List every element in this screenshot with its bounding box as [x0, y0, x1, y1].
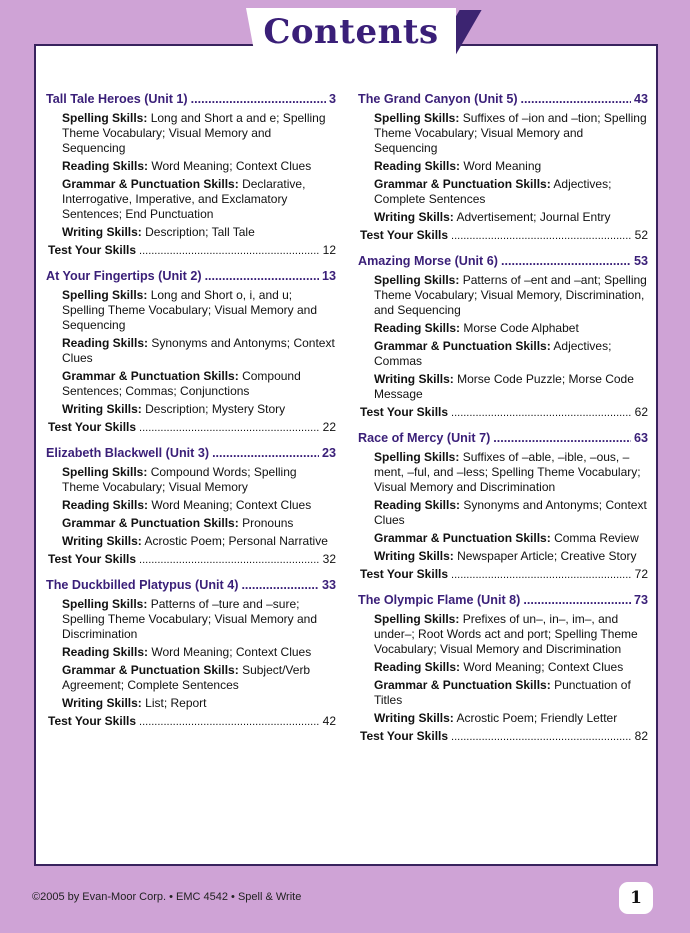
skill-label: Writing Skills: [62, 225, 142, 239]
skill-text: Compound Sentences; Commas; Conjunctions [62, 369, 301, 398]
skill-text: Word Meaning; Context Clues [151, 645, 312, 659]
spelling-skills [62, 597, 336, 642]
skill-text: Description; Tall Tale [145, 225, 255, 239]
skill-label: Grammar & Punctuation Skills: [62, 369, 239, 383]
test-page: 52 [634, 228, 648, 242]
skill-text: Advertisement; Journal Entry [456, 210, 611, 224]
test-label: Test Your Skills [48, 714, 137, 728]
writing-skills [62, 696, 336, 711]
skill-text: Punctuation of Titles [374, 678, 631, 707]
test-page: 22 [322, 420, 336, 434]
skill-label: Reading Skills: [374, 660, 461, 674]
unit-page: 43 [633, 92, 648, 106]
skill-label: Spelling Skills: [374, 450, 460, 464]
spelling-skills [374, 612, 648, 657]
unit-entry [46, 446, 336, 566]
spelling-skills [62, 111, 336, 156]
unit-entry [358, 431, 648, 581]
unit-entry [358, 593, 648, 743]
test-your-skills[interactable] [48, 714, 336, 728]
writing-skills [62, 534, 336, 549]
skill-text: Pronouns [242, 516, 294, 530]
skill-label: Grammar & Punctuation Skills: [62, 663, 239, 677]
skill-text: Long and Short o, i, and u; Spelling Theme Vocabulary; Visual Memory and Sequencing [62, 288, 318, 332]
spelling-skills [374, 273, 648, 318]
grammar-skills [374, 678, 648, 708]
skill-label: Reading Skills: [374, 321, 461, 335]
spelling-skills [62, 288, 336, 333]
skill-label: Spelling Skills: [374, 612, 460, 626]
skill-label: Spelling Skills: [62, 465, 148, 479]
dot-leader [139, 716, 320, 728]
skill-label: Grammar & Punctuation Skills: [374, 339, 551, 353]
skill-label: Writing Skills: [374, 711, 454, 725]
skill-text: Subject/Verb Agreement; Complete Sentences [62, 663, 311, 692]
unit-page: 53 [633, 254, 648, 268]
test-your-skills[interactable] [360, 405, 648, 419]
unit-heading[interactable] [46, 92, 336, 106]
skill-text: Suffixes of –able, –ible, –ous, –ment, –ful, and –less; Spelling Theme Vocabulary; Visual Memory and Discrimination [374, 450, 641, 494]
skill-label: Writing Skills: [62, 534, 142, 548]
unit-page: 63 [633, 431, 648, 445]
test-label: Test Your Skills [360, 729, 449, 743]
grammar-skills [374, 531, 648, 546]
reading-skills [62, 159, 336, 174]
left-column [46, 92, 336, 740]
reading-skills [374, 159, 648, 174]
skill-text: Word Meaning; Context Clues [151, 159, 312, 173]
reading-skills [62, 336, 336, 366]
dot-leader [523, 593, 631, 607]
skill-text: Prefixes of un–, in–, im–, and under–; Root Words act and port; Spelling Theme Vocabulary; Visual Memory and Discrimination [374, 612, 638, 656]
skill-text: Newspaper Article; Creative Story [457, 549, 637, 563]
unit-entry [46, 578, 336, 728]
grammar-skills [62, 663, 336, 693]
skill-text: Acrostic Poem; Personal Narrative [144, 534, 328, 548]
skill-label: Reading Skills: [62, 645, 149, 659]
skill-text: Patterns of –ent and –ant; Spelling Theme Vocabulary; Visual Memory, Discrimination, and Sequencing [374, 273, 647, 317]
test-your-skills[interactable] [360, 567, 648, 581]
skill-text: Acrostic Poem; Friendly Letter [456, 711, 618, 725]
test-page: 12 [322, 243, 336, 257]
test-label: Test Your Skills [360, 405, 449, 419]
dot-leader [241, 578, 319, 592]
skill-text: Morse Code Puzzle; Morse Code Message [374, 372, 634, 401]
skill-label: Reading Skills: [62, 159, 149, 173]
spelling-skills [62, 465, 336, 495]
test-page: 62 [634, 405, 648, 419]
test-your-skills[interactable] [48, 552, 336, 566]
skill-label: Writing Skills: [374, 210, 454, 224]
unit-title: Amazing Morse (Unit 6) [358, 254, 498, 268]
skill-label: Grammar & Punctuation Skills: [374, 177, 551, 191]
skill-text: Morse Code Alphabet [463, 321, 579, 335]
skill-label: Reading Skills: [62, 336, 149, 350]
skill-text: Description; Mystery Story [145, 402, 286, 416]
skill-text: Word Meaning; Context Clues [151, 498, 312, 512]
dot-leader [451, 731, 632, 743]
dot-leader [191, 92, 326, 106]
test-label: Test Your Skills [48, 420, 137, 434]
skill-text: Long and Short a and e; Spelling Theme Vocabulary; Visual Memory and Sequencing [62, 111, 326, 155]
unit-page: 33 [321, 578, 336, 592]
copyright-footer: ©2005 by Evan-Moor Corp. • EMC 4542 • Spell & Write [32, 891, 302, 903]
skill-label: Writing Skills: [374, 372, 454, 386]
dot-leader [139, 245, 320, 257]
skill-text: Synonyms and Antonyms; Context Clues [374, 498, 647, 527]
dot-leader [521, 92, 631, 106]
unit-title: Tall Tale Heroes (Unit 1) [46, 92, 188, 106]
skill-label: Writing Skills: [62, 696, 142, 710]
reading-skills [374, 321, 648, 336]
test-your-skills[interactable] [360, 729, 648, 743]
unit-heading[interactable] [358, 254, 648, 268]
reading-skills [62, 645, 336, 660]
unit-heading[interactable] [358, 593, 648, 607]
skill-label: Grammar & Punctuation Skills: [62, 177, 239, 191]
unit-page: 73 [633, 593, 648, 607]
skill-text: Declarative, Interrogative, Imperative, and Exclamatory Sentences; End Punctuation [62, 177, 306, 221]
dot-leader [139, 422, 320, 434]
unit-page: 13 [321, 269, 336, 283]
skill-text: Word Meaning [463, 159, 542, 173]
grammar-skills [62, 369, 336, 399]
grammar-skills [374, 177, 648, 207]
dot-leader [212, 446, 319, 460]
test-label: Test Your Skills [360, 567, 449, 581]
unit-heading[interactable] [358, 431, 648, 445]
unit-title: The Olympic Flame (Unit 8) [358, 593, 521, 607]
writing-skills [62, 402, 336, 417]
test-your-skills[interactable] [48, 243, 336, 257]
test-label: Test Your Skills [48, 243, 137, 257]
writing-skills [374, 549, 648, 564]
grammar-skills [374, 339, 648, 369]
skill-label: Spelling Skills: [374, 111, 460, 125]
unit-heading[interactable] [46, 578, 336, 592]
skill-text: Adjectives; Commas [374, 339, 612, 368]
skill-text: Word Meaning; Context Clues [463, 660, 624, 674]
grammar-skills [62, 177, 336, 222]
test-page: 72 [634, 567, 648, 581]
page-title: Contents [263, 12, 439, 52]
reading-skills [374, 660, 648, 675]
reading-skills [62, 498, 336, 513]
page-number: 1 [619, 882, 653, 914]
unit-title: The Duckbilled Platypus (Unit 4) [46, 578, 239, 592]
skill-label: Spelling Skills: [62, 288, 148, 302]
unit-heading[interactable] [46, 269, 336, 283]
unit-entry [46, 269, 336, 434]
writing-skills [374, 372, 648, 402]
writing-skills [374, 210, 648, 225]
dot-leader [493, 431, 631, 445]
skill-text: Synonyms and Antonyms; Context Clues [62, 336, 335, 365]
writing-skills [62, 225, 336, 240]
skill-text: Adjectives; Complete Sentences [374, 177, 612, 206]
unit-heading[interactable] [46, 446, 336, 460]
test-your-skills[interactable] [48, 420, 336, 434]
skill-text: List; Report [145, 696, 207, 710]
unit-title: Elizabeth Blackwell (Unit 3) [46, 446, 210, 460]
skill-text: Suffixes of –ion and –tion; Spelling Theme Vocabulary; Visual Memory and Sequencing [374, 111, 647, 155]
spelling-skills [374, 450, 648, 495]
unit-heading[interactable] [358, 92, 648, 106]
skill-label: Reading Skills: [374, 498, 461, 512]
grammar-skills [62, 516, 336, 531]
dot-leader [451, 230, 632, 242]
test-page: 82 [634, 729, 648, 743]
skill-label: Reading Skills: [374, 159, 461, 173]
skill-label: Reading Skills: [62, 498, 149, 512]
reading-skills [374, 498, 648, 528]
skill-text: Patterns of –ture and –sure; Spelling Theme Vocabulary; Visual Memory and Discrimination [62, 597, 318, 641]
skill-label: Spelling Skills: [62, 111, 148, 125]
test-page: 42 [322, 714, 336, 728]
skill-label: Grammar & Punctuation Skills: [62, 516, 239, 530]
skill-label: Grammar & Punctuation Skills: [374, 531, 551, 545]
skill-label: Spelling Skills: [62, 597, 148, 611]
unit-entry [46, 92, 336, 257]
dot-leader [451, 569, 632, 581]
unit-entry [358, 254, 648, 419]
unit-title: The Grand Canyon (Unit 5) [358, 92, 518, 106]
unit-entry [358, 92, 648, 242]
skill-label: Writing Skills: [62, 402, 142, 416]
test-page: 32 [322, 552, 336, 566]
right-column [358, 92, 648, 755]
writing-skills [374, 711, 648, 726]
spelling-skills [374, 111, 648, 156]
dot-leader [501, 254, 631, 268]
unit-title: At Your Fingertips (Unit 2) [46, 269, 202, 283]
unit-title: Race of Mercy (Unit 7) [358, 431, 491, 445]
skill-label: Writing Skills: [374, 549, 454, 563]
skill-label: Grammar & Punctuation Skills: [374, 678, 551, 692]
dot-leader [205, 269, 319, 283]
skill-label: Spelling Skills: [374, 273, 460, 287]
unit-page: 23 [321, 446, 336, 460]
test-label: Test Your Skills [360, 228, 449, 242]
skill-text: Compound Words; Spelling Theme Vocabulary; Visual Memory [62, 465, 297, 494]
dot-leader [139, 554, 320, 566]
test-your-skills[interactable] [360, 228, 648, 242]
dot-leader [451, 407, 632, 419]
skill-text: Comma Review [554, 531, 639, 545]
test-label: Test Your Skills [48, 552, 137, 566]
unit-page: 3 [328, 92, 336, 106]
